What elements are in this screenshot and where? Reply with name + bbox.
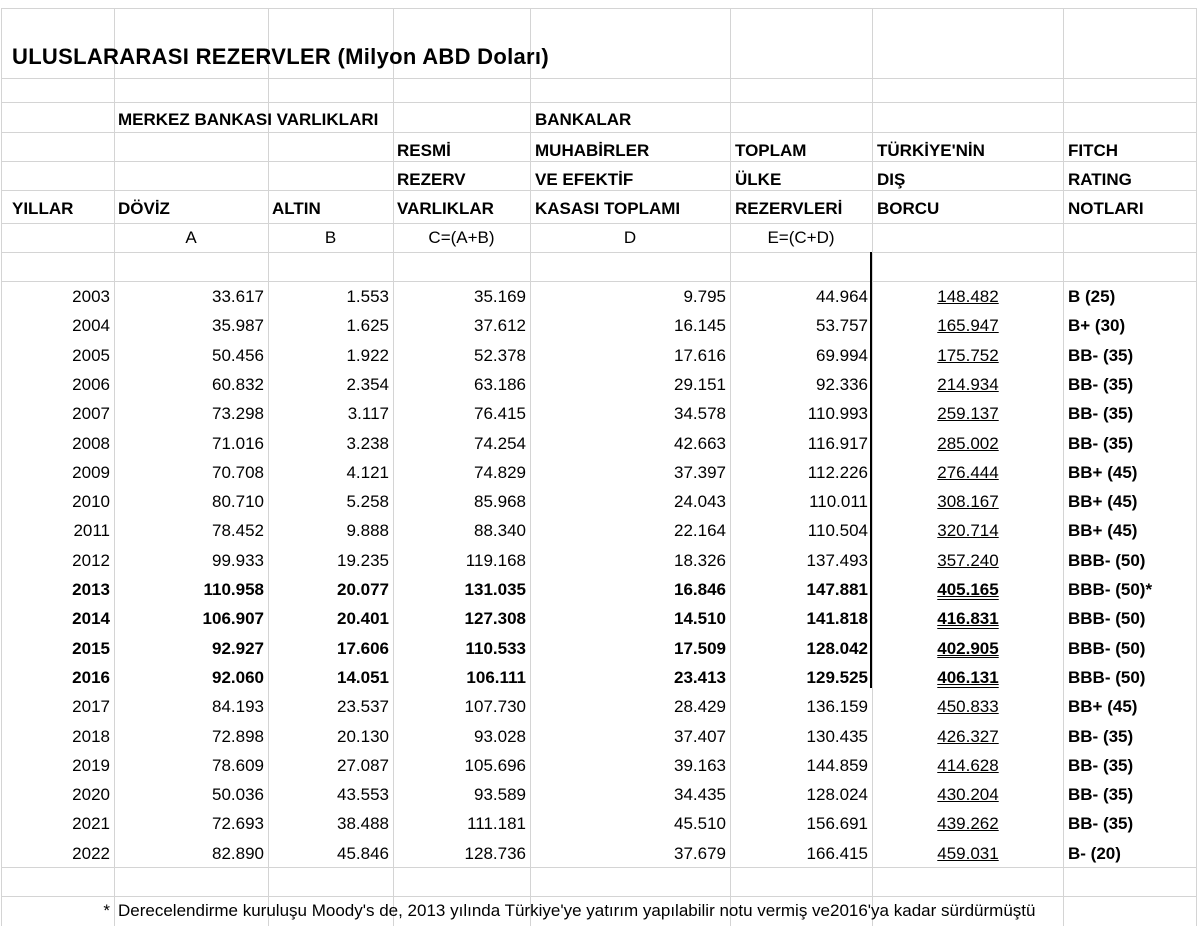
code-e: E=(C+D) [767, 228, 835, 247]
muhabir-cell: 16.846 [674, 580, 726, 599]
borc-cell: 426.327 [937, 726, 999, 746]
header-muhabir-2: VE EFEKTİF [535, 170, 634, 189]
borc-cell: 308.167 [937, 492, 999, 512]
year-cell: 2017 [72, 697, 110, 717]
muhabir-cell: 37.679 [674, 843, 726, 863]
borc-cell: 357.240 [937, 550, 999, 570]
emphasis-border [870, 252, 872, 688]
altin-cell: 4.121 [346, 462, 389, 482]
header-fitch-3: NOTLARI [1068, 199, 1144, 218]
toplam-cell: 110.993 [807, 404, 868, 424]
resmi-cell: 119.168 [465, 550, 526, 570]
code-d: D [623, 228, 637, 247]
resmi-cell: 106.111 [466, 667, 526, 687]
fitch-cell: BBB- (50) [1068, 550, 1146, 570]
sheet-title: ULUSLARARASI REZERVLER (Milyon ABD Doları) [12, 44, 549, 69]
muhabir-cell: 16.145 [674, 316, 726, 336]
fitch-cell: BB+ (45) [1068, 697, 1138, 717]
muhabir-cell: 39.163 [674, 755, 726, 775]
resmi-cell: 105.696 [464, 755, 526, 775]
grid-vline [1196, 8, 1197, 926]
altin-cell: 38.488 [337, 814, 389, 834]
altin-cell: 20.077 [337, 580, 389, 599]
resmi-cell: 37.612 [474, 316, 526, 336]
borc-cell: 439.262 [937, 814, 999, 834]
toplam-cell: 166.415 [806, 843, 868, 863]
resmi-cell: 74.254 [474, 433, 526, 453]
resmi-cell: 35.169 [474, 287, 526, 306]
code-a: A [185, 228, 197, 247]
header-toplam-2: ÜLKE [735, 170, 782, 189]
muhabir-cell: 14.510 [674, 609, 726, 629]
header-muhabir-1: MUHABİRLER [535, 141, 650, 160]
borc-cell: 405.165 [937, 580, 999, 599]
year-cell: 2010 [72, 492, 110, 512]
altin-cell: 45.846 [337, 843, 389, 863]
grid-hline [1, 102, 1197, 103]
doviz-cell: 33.617 [212, 287, 264, 306]
borc-cell: 214.934 [937, 374, 999, 394]
fitch-cell: BBB- (50) [1068, 609, 1146, 629]
toplam-cell: 92.336 [816, 374, 868, 394]
year-cell: 2018 [72, 726, 110, 746]
doviz-cell: 71.016 [212, 433, 264, 453]
altin-cell: 3.238 [346, 433, 389, 453]
toplam-cell: 130.435 [806, 726, 868, 746]
year-cell: 2009 [72, 462, 110, 482]
toplam-cell: 110.011 [809, 492, 868, 512]
borc-cell: 165.947 [937, 316, 999, 336]
resmi-cell: 74.829 [474, 462, 526, 482]
toplam-cell: 137.493 [806, 550, 868, 570]
fitch-cell: B- (20) [1068, 843, 1121, 863]
doviz-cell: 84.193 [212, 697, 264, 717]
doviz-cell: 70.708 [212, 462, 264, 482]
doviz-cell: 78.609 [212, 755, 264, 775]
resmi-cell: 110.533 [465, 638, 526, 658]
muhabir-cell: 24.043 [674, 492, 726, 512]
toplam-cell: 144.859 [806, 755, 868, 775]
year-cell: 2021 [72, 814, 110, 834]
altin-cell: 2.354 [346, 374, 389, 394]
altin-cell: 3.117 [347, 404, 389, 424]
doviz-cell: 50.456 [212, 345, 264, 365]
header-group-bankalar: BANKALAR [535, 110, 632, 129]
grid-hline [1, 8, 1197, 9]
doviz-cell: 110.958 [203, 580, 264, 599]
grid-vline [872, 8, 873, 926]
altin-cell: 23.537 [337, 697, 389, 717]
doviz-cell: 60.832 [212, 374, 264, 394]
altin-cell: 27.087 [337, 755, 389, 775]
muhabir-cell: 42.663 [674, 433, 726, 453]
borc-cell: 320.714 [937, 521, 999, 541]
altin-cell: 19.235 [337, 550, 389, 570]
toplam-cell: 53.757 [816, 316, 868, 336]
header-resmi-2: REZERV [397, 170, 466, 189]
muhabir-cell: 45.510 [674, 814, 726, 834]
header-fitch-1: FITCH [1068, 141, 1119, 160]
toplam-cell: 112.226 [807, 462, 868, 482]
toplam-cell: 129.525 [806, 667, 868, 687]
borc-cell: 459.031 [937, 843, 999, 863]
muhabir-cell: 34.435 [674, 785, 726, 805]
header-fitch-2: RATING [1068, 170, 1132, 189]
footnote: Derecelendirme kuruluşu Moody's de, 2013 yılında Türkiye'ye yatırım yapılabilir notu vermiş ve2016'ya kadar sürdürmüştü [118, 901, 1036, 920]
muhabir-cell: 37.407 [674, 726, 726, 746]
grid-vline [1063, 8, 1064, 926]
header-borc-1: TÜRKİYE'NİN [877, 141, 985, 160]
resmi-cell: 131.035 [464, 580, 526, 599]
resmi-cell: 52.378 [474, 345, 526, 365]
toplam-cell: 110.504 [807, 521, 868, 541]
doviz-cell: 80.710 [212, 492, 264, 512]
muhabir-cell: 9.795 [683, 287, 726, 306]
borc-cell: 148.482 [937, 287, 999, 306]
altin-cell: 9.888 [346, 521, 389, 541]
year-cell: 2007 [72, 404, 110, 424]
toplam-cell: 156.691 [806, 814, 868, 834]
year-cell: 2006 [72, 374, 110, 394]
resmi-cell: 88.340 [474, 521, 526, 541]
header-toplam-3: REZERVLERİ [735, 199, 843, 218]
altin-cell: 20.401 [337, 609, 389, 629]
altin-cell: 1.922 [346, 345, 389, 365]
muhabir-cell: 29.151 [674, 374, 726, 394]
muhabir-cell: 28.429 [674, 697, 726, 717]
doviz-cell: 106.907 [202, 609, 264, 629]
year-cell: 2004 [72, 316, 110, 336]
altin-cell: 17.606 [337, 638, 389, 658]
borc-cell: 175.752 [937, 345, 999, 365]
altin-cell: 43.553 [337, 785, 389, 805]
header-muhabir-3: KASASI TOPLAMI [535, 199, 681, 218]
altin-cell: 1.553 [346, 287, 389, 306]
grid-hline [1, 252, 1197, 253]
fitch-cell: BBB- (50)* [1068, 580, 1153, 599]
borc-cell: 430.204 [937, 785, 999, 805]
year-cell: 2005 [72, 345, 110, 365]
doviz-cell: 92.060 [212, 667, 264, 687]
toplam-cell: 116.917 [807, 433, 868, 453]
fitch-cell: BB+ (45) [1068, 462, 1138, 482]
fitch-cell: BB- (35) [1068, 726, 1134, 746]
year-cell: 2016 [72, 667, 110, 687]
header-yillar: YILLAR [12, 199, 74, 218]
fitch-cell: BB- (35) [1068, 404, 1134, 424]
header-resmi-1: RESMİ [397, 141, 451, 160]
muhabir-cell: 34.578 [674, 404, 726, 424]
toplam-cell: 141.818 [806, 609, 868, 629]
year-cell: 2014 [72, 609, 110, 629]
doviz-cell: 92.927 [212, 638, 264, 658]
doviz-cell: 50.036 [212, 785, 264, 805]
borc-cell: 416.831 [937, 609, 999, 629]
year-cell: 2019 [72, 755, 110, 775]
fitch-cell: BB+ (45) [1068, 492, 1138, 512]
doviz-cell: 73.298 [212, 404, 264, 424]
header-altin: ALTIN [272, 199, 321, 218]
fitch-cell: BB- (35) [1068, 374, 1134, 394]
doviz-cell: 82.890 [212, 843, 264, 863]
toplam-cell: 147.881 [806, 580, 868, 599]
resmi-cell: 111.181 [467, 814, 526, 834]
year-cell: 2022 [72, 843, 110, 863]
toplam-cell: 44.964 [816, 287, 868, 306]
header-group-merkez: MERKEZ BANKASI VARLIKLARI [118, 110, 379, 129]
resmi-cell: 63.186 [474, 374, 526, 394]
toplam-cell: 69.994 [816, 345, 868, 365]
muhabir-cell: 17.509 [674, 638, 726, 658]
year-cell: 2011 [73, 521, 110, 541]
muhabir-cell: 17.616 [674, 345, 726, 365]
doviz-cell: 99.933 [212, 550, 264, 570]
footnote-mark: * [103, 901, 110, 920]
borc-cell: 402.905 [937, 638, 999, 658]
doviz-cell: 72.693 [212, 814, 264, 834]
fitch-cell: BB- (35) [1068, 433, 1134, 453]
year-cell: 2008 [72, 433, 110, 453]
altin-cell: 5.258 [346, 492, 389, 512]
muhabir-cell: 23.413 [674, 667, 726, 687]
altin-cell: 20.130 [337, 726, 389, 746]
fitch-cell: B+ (30) [1068, 316, 1126, 336]
fitch-cell: BBB- (50) [1068, 638, 1146, 658]
header-resmi-3: VARLIKLAR [397, 199, 494, 218]
borc-cell: 406.131 [937, 667, 999, 687]
borc-cell: 450.833 [937, 697, 999, 717]
fitch-cell: BBB- (50) [1068, 667, 1146, 687]
fitch-cell: BB- (35) [1068, 755, 1134, 775]
resmi-cell: 107.730 [464, 697, 526, 717]
borc-cell: 285.002 [937, 433, 999, 453]
resmi-cell: 93.589 [474, 785, 526, 805]
grid-hline [1, 78, 1197, 79]
resmi-cell: 85.968 [474, 492, 526, 512]
fitch-cell: BB+ (45) [1068, 521, 1138, 541]
header-borc-3: BORCU [877, 199, 940, 218]
resmi-cell: 128.736 [464, 843, 526, 863]
code-c: C=(A+B) [428, 228, 495, 247]
resmi-cell: 93.028 [474, 726, 526, 746]
muhabir-cell: 18.326 [674, 550, 726, 570]
year-cell: 2015 [72, 638, 110, 658]
borc-cell: 259.137 [937, 404, 999, 424]
toplam-cell: 128.024 [806, 785, 868, 805]
borc-cell: 276.444 [937, 462, 999, 482]
altin-cell: 1.625 [346, 316, 389, 336]
toplam-cell: 136.159 [806, 697, 868, 717]
muhabir-cell: 37.397 [674, 462, 726, 482]
doviz-cell: 35.987 [212, 316, 264, 336]
doviz-cell: 78.452 [212, 521, 264, 541]
fitch-cell: BB- (35) [1068, 785, 1134, 805]
header-toplam-1: TOPLAM [735, 141, 807, 160]
grid-vline [1, 8, 2, 926]
year-cell: 2003 [72, 287, 110, 306]
resmi-cell: 76.415 [474, 404, 526, 424]
toplam-cell: 128.042 [806, 638, 868, 658]
year-cell: 2012 [72, 550, 110, 570]
muhabir-cell: 22.164 [674, 521, 726, 541]
header-borc-2: DIŞ [877, 170, 906, 189]
fitch-cell: B (25) [1068, 287, 1116, 306]
year-cell: 2020 [72, 785, 110, 805]
doviz-cell: 72.898 [212, 726, 264, 746]
borc-cell: 414.628 [937, 755, 999, 775]
altin-cell: 14.051 [337, 667, 389, 687]
code-b: B [324, 228, 337, 247]
fitch-cell: BB- (35) [1068, 814, 1134, 834]
header-doviz: DÖVİZ [118, 199, 170, 218]
resmi-cell: 127.308 [464, 609, 526, 629]
fitch-cell: BB- (35) [1068, 345, 1134, 365]
year-cell: 2013 [72, 580, 110, 599]
